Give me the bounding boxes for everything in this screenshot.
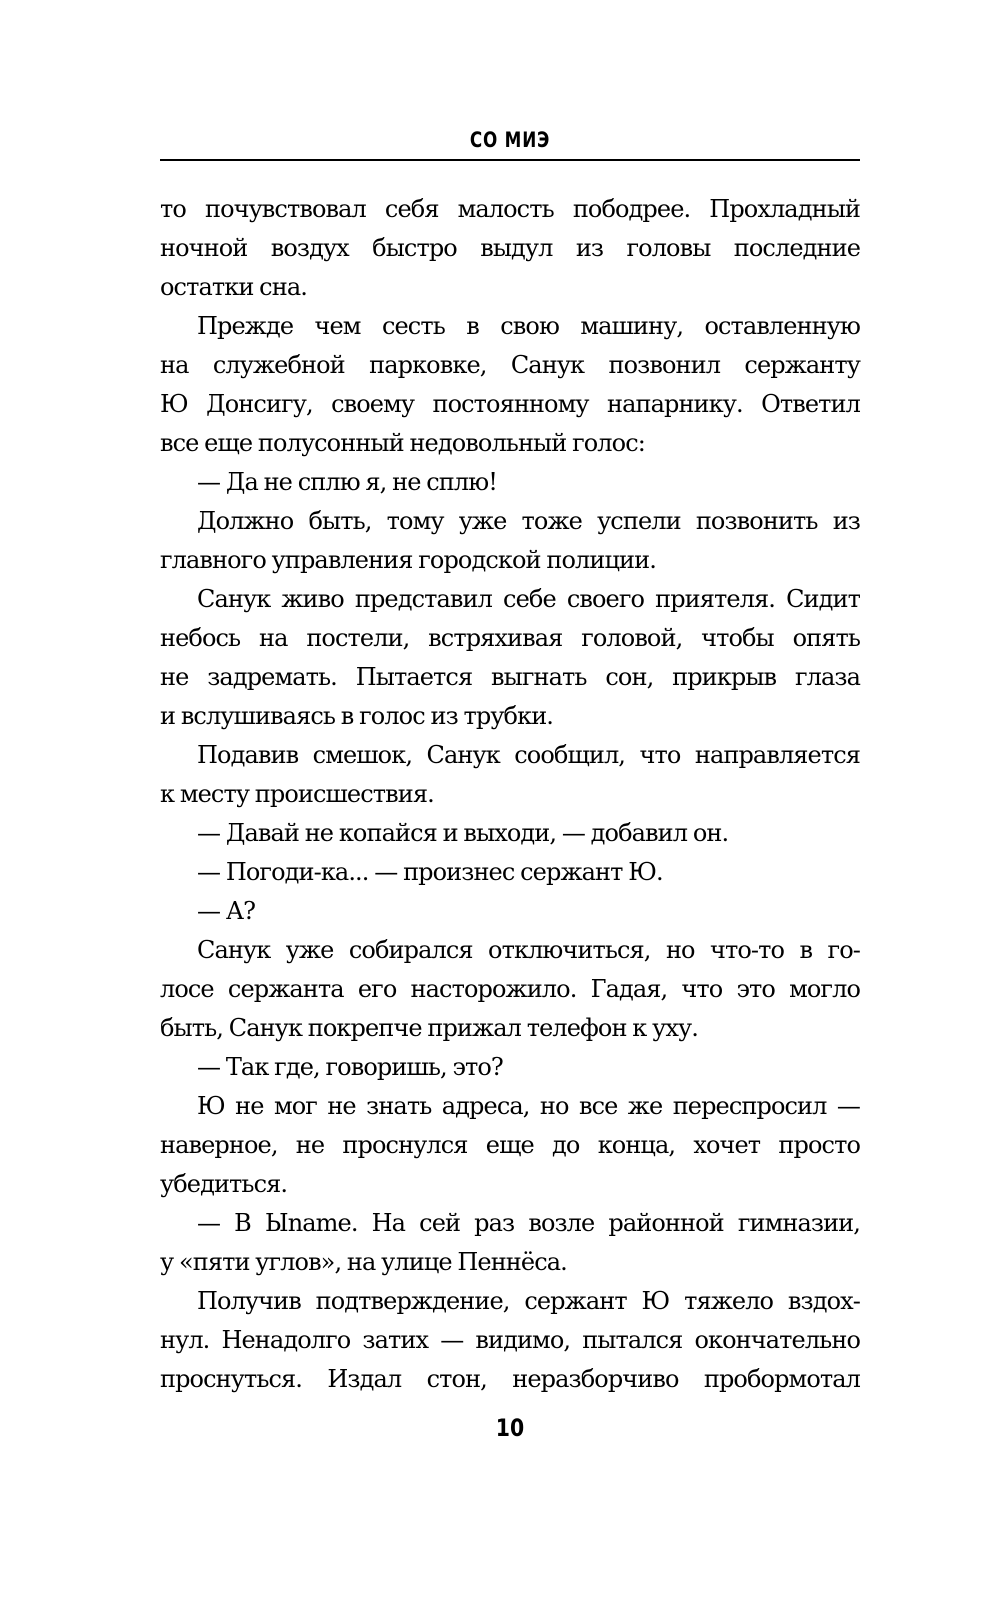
text-line: — А? — [197, 897, 256, 925]
text-line: на служебной парковке, Санук позвонил сержанту — [160, 351, 860, 379]
text-line: проснуться. Издал стон, неразборчиво пробормотал — [160, 1365, 860, 1393]
text-line: нул. Ненадолго затих — видимо, пытался окончательно — [160, 1326, 860, 1354]
text-line: Санук уже собирался отключиться, но что-то в го- — [197, 936, 860, 964]
text-line: Прежде чем сесть в свою машину, оставленную — [197, 312, 860, 340]
text-line: лосе сержанта его насторожило. Гадая, что это могло — [160, 975, 860, 1003]
text-line: главного управления городской полиции. — [160, 546, 656, 574]
text-line: Получив подтверждение, сержант Ю тяжело вздох- — [197, 1287, 860, 1315]
text-line: Должно быть, тому уже тоже успели позвонить из — [197, 507, 860, 535]
text-line: — В Ыname. На сей раз возле районной гимназии, — [197, 1209, 860, 1237]
running-head: СО МИЭ — [469, 128, 551, 152]
text-line: — Так где, говоришь, это? — [197, 1053, 503, 1081]
text-line: — Да не сплю я, не сплю! — [197, 468, 497, 496]
text-line: Ю не мог не знать адреса, но все же переспросил — — [197, 1092, 860, 1120]
text-line: — Давай не копайся и выходи, — добавил он. — [197, 819, 729, 847]
text-line: ночной воздух быстро выдул из головы последние — [160, 234, 860, 262]
text-line: — Погоди-ка... — произнес сержант Ю. — [197, 858, 663, 886]
text-line: к месту происшествия. — [160, 780, 434, 808]
text-line: не задремать. Пытается выгнать сон, прикрыв глаза — [160, 663, 860, 691]
body-text — [160, 190, 860, 1399]
text-line: у «пяти углов», на улице Пеннёса. — [160, 1248, 567, 1276]
page-number: 10 — [495, 1414, 525, 1442]
text-line: и вслушиваясь в голос из трубки. — [160, 702, 554, 730]
text-line: все еще полусонный недовольный голос: — [160, 429, 645, 457]
header-rule — [160, 159, 860, 161]
text-line: Подавив смешок, Санук сообщил, что направляется — [197, 741, 860, 769]
text-line: небось на постели, встряхивая головой, чтобы опять — [160, 624, 860, 652]
text-line: быть, Санук покрепче прижал телефон к уху. — [160, 1014, 698, 1042]
text-line: то почувствовал себя малость пободрее. Прохладный — [160, 195, 860, 223]
text-line: Ю Донсигу, своему постоянному напарнику. Ответил — [160, 390, 860, 418]
text-line: остатки сна. — [160, 273, 307, 301]
text-line: убедиться. — [160, 1170, 288, 1198]
text-line: Санук живо представил себе своего приятеля. Сидит — [197, 585, 860, 613]
text-line: наверное, не проснулся еще до конца, хочет просто — [160, 1131, 860, 1159]
